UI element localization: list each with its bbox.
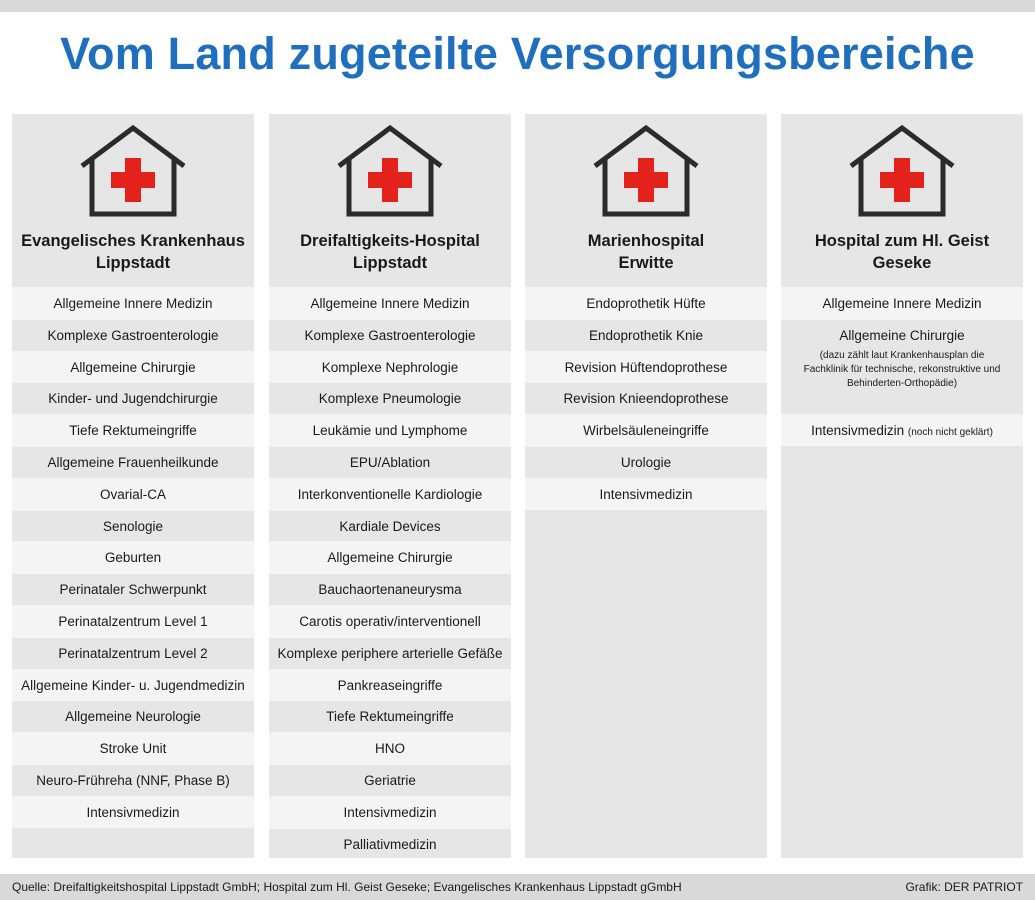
column-header <box>525 114 767 287</box>
list-item-note: (dazu zählt laut Krankenhausplan die Fachklinik für technische, rekonstruktive und Behinderten-Orthopädie) <box>803 349 1001 389</box>
list-item: Allgemeine Chirurgie <box>269 541 511 573</box>
list-item: Wirbelsäuleneingriffe <box>525 414 767 446</box>
department-list <box>781 287 1023 446</box>
footer <box>0 874 1035 900</box>
list-item: Kinder- und Jugendchirurgie <box>12 382 254 414</box>
page-title: Vom Land zugeteilte Versorgungsbereiche <box>60 28 975 79</box>
hospital-name: Hospital zum Hl. Geist Geseke <box>814 232 990 272</box>
column-header <box>781 114 1023 287</box>
hospital-house-icon <box>591 122 701 218</box>
list-item <box>781 414 1023 446</box>
list-item: Intensivmedizin <box>269 796 511 828</box>
list-item: Pankreaseingriffe <box>269 669 511 701</box>
list-item: Perinatalzentrum Level 2 <box>12 637 254 669</box>
list-item: Leukämie und Lymphome <box>269 414 511 446</box>
list-item: Intensivmedizin <box>12 796 254 828</box>
list-item: Endoprothetik Hüfte <box>525 287 767 319</box>
list-item: Komplexe periphere arterielle Gefäße <box>269 637 511 669</box>
list-item: Intensivmedizin <box>525 478 767 510</box>
hospital-column-ev-krankenhaus <box>12 114 254 858</box>
list-item-label: Intensivmedizin <box>811 423 905 439</box>
list-item: Ovarial-CA <box>12 478 254 510</box>
list-item: Tiefe Rektumeingriffe <box>12 414 254 446</box>
hospital-column-hl-geist <box>781 114 1023 858</box>
list-item: Tiefe Rektumeingriffe <box>269 700 511 732</box>
hospital-column-marienhospital <box>525 114 767 858</box>
column-header <box>269 114 511 287</box>
top-strip <box>0 0 1035 12</box>
hospital-house-icon <box>847 122 957 218</box>
hospital-house-icon <box>335 122 445 218</box>
column-header <box>12 114 254 287</box>
hospital-column-dreifaltigkeit <box>269 114 511 858</box>
list-item: Kardiale Devices <box>269 510 511 542</box>
graphic-credit: Grafik: DER PATRIOT <box>905 880 1023 894</box>
department-list <box>525 287 767 510</box>
list-item-label: Allgemeine Chirurgie <box>839 327 965 343</box>
list-item: Endoprothetik Knie <box>525 319 767 351</box>
list-item: Carotis operativ/interventionell <box>269 605 511 637</box>
list-item: Stroke Unit <box>12 732 254 764</box>
list-item: Allgemeine Neurologie <box>12 700 254 732</box>
hospital-house-icon <box>78 122 188 218</box>
list-item: EPU/Ablation <box>269 446 511 478</box>
source-note: Quelle: Dreifaltigkeitshospital Lippstadt GmbH; Hospital zum Hl. Geist Geseke; Evangelisches Krankenhaus Lippstadt gGmbH <box>12 880 682 894</box>
list-item: Allgemeine Frauenheilkunde <box>12 446 254 478</box>
department-list <box>12 287 254 828</box>
list-item: Revision Hüftendoprothese <box>525 351 767 383</box>
list-item: Allgemeine Chirurgie <box>12 351 254 383</box>
list-item: Allgemeine Kinder- u. Jugendmedizin <box>12 669 254 701</box>
list-item: HNO <box>269 732 511 764</box>
list-item <box>781 319 1023 414</box>
list-item: Allgemeine Innere Medizin <box>269 287 511 319</box>
list-item: Perinatalzentrum Level 1 <box>12 605 254 637</box>
hospital-name: Dreifaltigkeits-Hospital Lippstadt <box>300 232 480 272</box>
list-item: Geriatrie <box>269 764 511 796</box>
list-item: Senologie <box>12 510 254 542</box>
list-item: Bauchaortenaneurysma <box>269 573 511 605</box>
list-item: Komplexe Gastroenterologie <box>269 319 511 351</box>
department-list <box>269 287 511 859</box>
list-item: Revision Knieendoprothese <box>525 382 767 414</box>
hospital-name: Evangelisches Krankenhaus Lippstadt <box>21 232 245 272</box>
list-item: Perinataler Schwerpunkt <box>12 573 254 605</box>
list-item: Palliativmedizin <box>269 828 511 860</box>
list-item: Komplexe Gastroenterologie <box>12 319 254 351</box>
list-item-note: (noch nicht geklärt) <box>907 427 993 439</box>
list-item: Allgemeine Innere Medizin <box>12 287 254 319</box>
list-item: Allgemeine Innere Medizin <box>781 287 1023 319</box>
list-item: Urologie <box>525 446 767 478</box>
list-item: Geburten <box>12 541 254 573</box>
list-item: Interkonventionelle Kardiologie <box>269 478 511 510</box>
list-item: Komplexe Pneumologie <box>269 382 511 414</box>
list-item: Komplexe Nephrologie <box>269 351 511 383</box>
list-item: Neuro-Frühreha (NNF, Phase B) <box>12 764 254 796</box>
hospital-name: Marienhospital Erwitte <box>587 232 705 272</box>
